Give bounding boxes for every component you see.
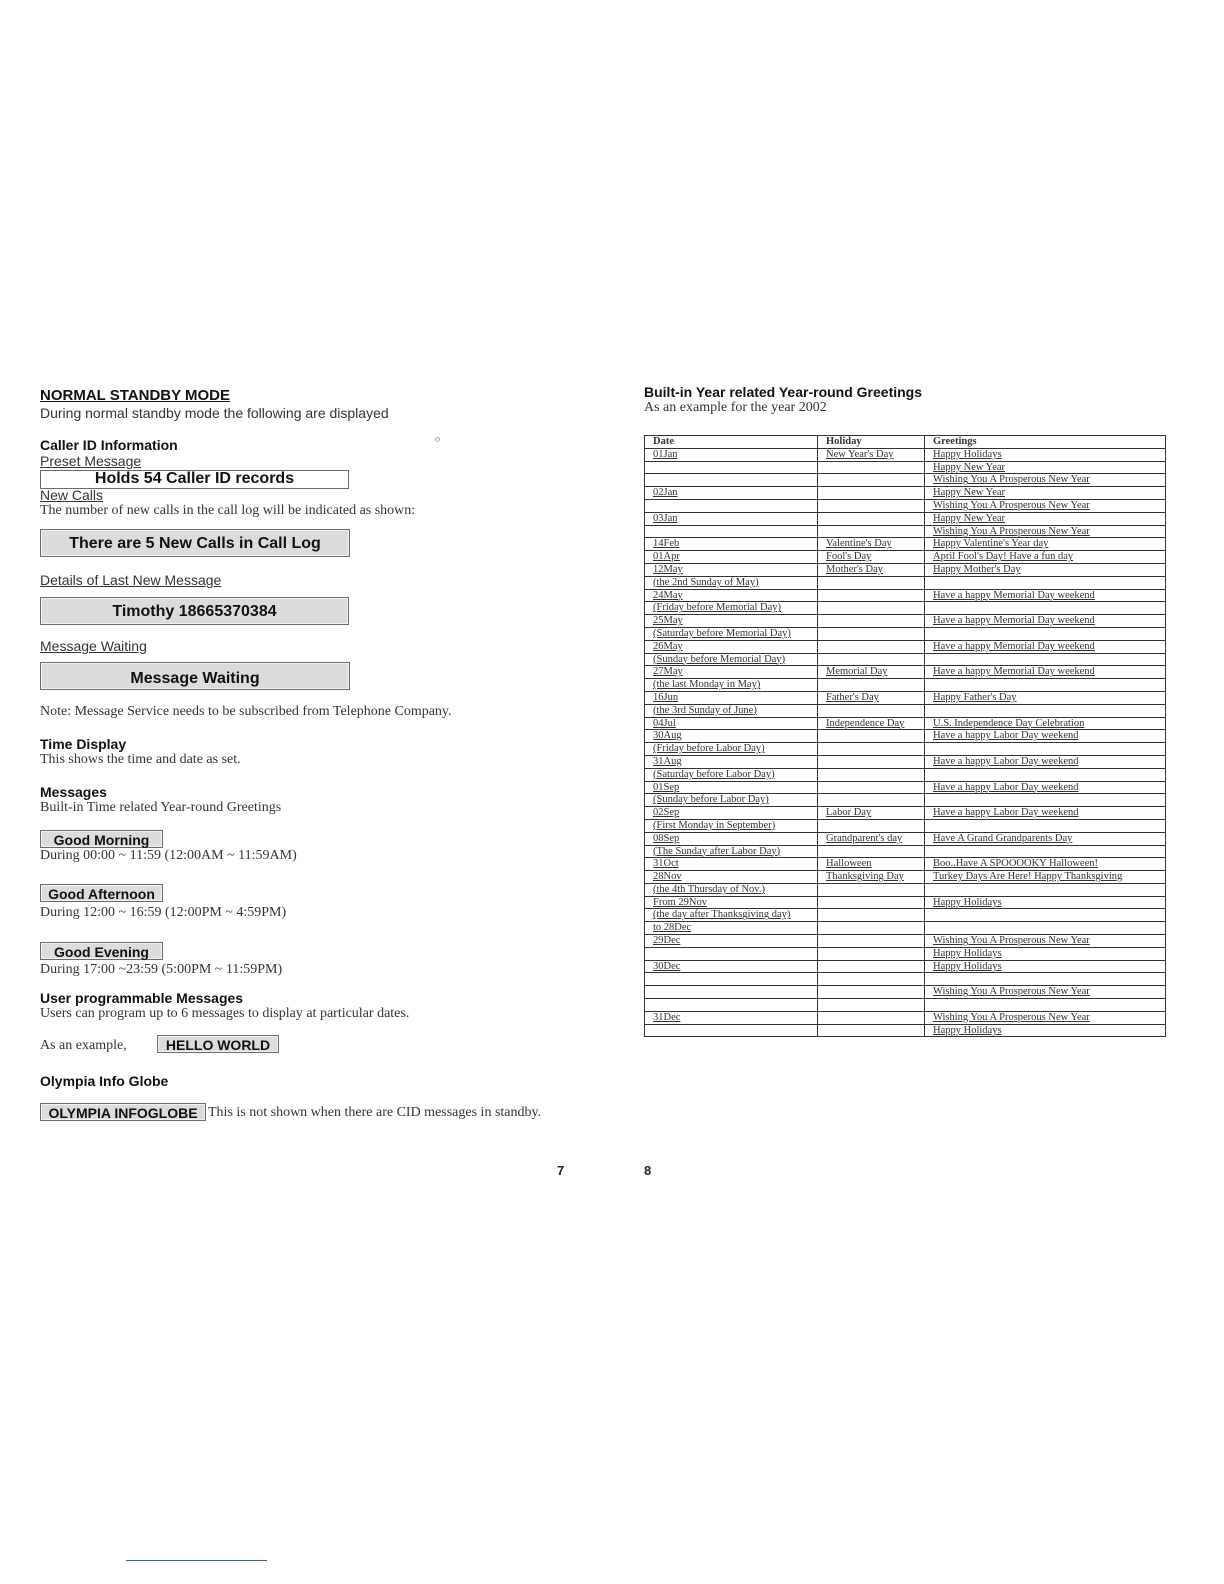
table-row <box>645 768 1166 781</box>
cell-greeting: Wishing You A Prosperous New Year <box>925 474 1166 487</box>
messages-heading: Messages <box>40 784 107 800</box>
info-globe-display: OLYMPIA INFOGLOBE <box>40 1103 206 1121</box>
header-date: Date <box>645 436 818 449</box>
table-row <box>645 666 1166 679</box>
cell-holiday <box>818 576 925 589</box>
cell-holiday <box>818 602 925 615</box>
table-row <box>645 717 1166 730</box>
preset-message-label: Preset Message <box>40 453 142 469</box>
cell-holiday <box>818 615 925 628</box>
small-circle-mark <box>435 437 440 442</box>
cell-greeting <box>925 653 1166 666</box>
table-row <box>645 576 1166 589</box>
cell-greeting <box>925 576 1166 589</box>
messages-text: Built-in Time related Year-round Greetings <box>40 800 282 815</box>
cell-holiday <box>818 627 925 640</box>
new-calls-text: The number of new calls in the call log will be indicated as shown: <box>40 503 416 518</box>
cell-holiday <box>818 986 925 999</box>
cell-greeting <box>925 999 1166 1012</box>
cell-date: (the 3rd Sunday of June) <box>645 704 818 717</box>
cell-greeting: Turkey Days Are Here! Happy Thanksgiving <box>925 871 1166 884</box>
cell-greeting <box>925 883 1166 896</box>
cell-date: 28Nov <box>645 871 818 884</box>
page-title: NORMAL STANDBY MODE <box>40 387 231 404</box>
cell-greeting: Happy Holidays <box>925 960 1166 973</box>
message-service-note: Note: Message Service needs to be subscribed from Telephone Company. <box>40 704 452 719</box>
cell-date <box>645 461 818 474</box>
cell-greeting <box>925 845 1166 858</box>
table-row <box>645 858 1166 871</box>
table-row <box>645 1024 1166 1037</box>
table-row <box>645 461 1166 474</box>
cell-date <box>645 986 818 999</box>
cell-greeting: Have a happy Labor Day weekend <box>925 807 1166 820</box>
cell-holiday <box>818 1011 925 1024</box>
greetings-title: Built-in Year related Year-round Greetings <box>644 384 923 400</box>
info-globe-text: This is not shown when there are CID messages in standby. <box>208 1105 542 1120</box>
cell-greeting: Happy Holidays <box>925 947 1166 960</box>
table-row <box>645 871 1166 884</box>
cell-holiday: Grandparent's day <box>818 832 925 845</box>
table-row <box>645 691 1166 704</box>
cell-holiday <box>818 960 925 973</box>
cell-date <box>645 499 818 512</box>
cell-greeting: Happy Holidays <box>925 448 1166 461</box>
cell-date: 03Jan <box>645 512 818 525</box>
cell-date: 14Feb <box>645 538 818 551</box>
cell-holiday <box>818 781 925 794</box>
cell-holiday <box>818 883 925 896</box>
cell-holiday <box>818 973 925 986</box>
cell-date: 31Aug <box>645 755 818 768</box>
cell-holiday <box>818 499 925 512</box>
table-row <box>645 819 1166 832</box>
cell-greeting: Have a happy Memorial Day weekend <box>925 615 1166 628</box>
cell-date: 30Aug <box>645 730 818 743</box>
cell-holiday <box>818 947 925 960</box>
example-label: As an example, <box>40 1038 127 1053</box>
table-row <box>645 487 1166 500</box>
cell-date: 26May <box>645 640 818 653</box>
table-row <box>645 589 1166 602</box>
table-row <box>645 973 1166 986</box>
table-row <box>645 730 1166 743</box>
table-row <box>645 627 1166 640</box>
cell-date: 02Sep <box>645 807 818 820</box>
cell-greeting: Wishing You A Prosperous New Year <box>925 1011 1166 1024</box>
cell-date: (the day after Thanksgiving day) <box>645 909 818 922</box>
cell-date: (the 2nd Sunday of May) <box>645 576 818 589</box>
table-row <box>645 986 1166 999</box>
cell-date: 12May <box>645 563 818 576</box>
good-evening-display: Good Evening <box>40 942 163 960</box>
cell-date: 31Dec <box>645 1011 818 1024</box>
cell-holiday <box>818 896 925 909</box>
cell-greeting: Boo..Have A SPOOOOKY Halloween! <box>925 858 1166 871</box>
cell-greeting: Have a happy Memorial Day weekend <box>925 640 1166 653</box>
cell-holiday: Independence Day <box>818 717 925 730</box>
cell-holiday <box>818 653 925 666</box>
page-number-left: 7 <box>557 1163 565 1178</box>
cell-holiday <box>818 589 925 602</box>
good-evening-time: During 17:00 ~23:59 (5:00PM ~ 11:59PM) <box>40 962 283 977</box>
details-last-message-label: Details of Last New Message <box>40 572 222 588</box>
hello-world-display: HELLO WORLD <box>157 1035 279 1053</box>
cell-greeting: Have A Grand Grandparents Day <box>925 832 1166 845</box>
table-row <box>645 563 1166 576</box>
cell-greeting: Happy Holidays <box>925 896 1166 909</box>
cell-date: 27May <box>645 666 818 679</box>
cell-holiday: Fool's Day <box>818 551 925 564</box>
table-row <box>645 615 1166 628</box>
table-row <box>645 832 1166 845</box>
cell-greeting: Happy Father's Day <box>925 691 1166 704</box>
table-header-row <box>645 436 1166 449</box>
cell-greeting: Happy Valentine's Year day <box>925 538 1166 551</box>
table-row <box>645 538 1166 551</box>
cell-greeting <box>925 602 1166 615</box>
table-row <box>645 922 1166 935</box>
info-globe-heading: Olympia Info Globe <box>40 1073 169 1089</box>
table-row <box>645 474 1166 487</box>
cell-date: to 28Dec <box>645 922 818 935</box>
cell-holiday <box>818 730 925 743</box>
cell-holiday <box>818 704 925 717</box>
cell-date: 29Dec <box>645 935 818 948</box>
table-row <box>645 999 1166 1012</box>
table-row <box>645 525 1166 538</box>
cell-date: 24May <box>645 589 818 602</box>
good-morning-time: During 00:00 ~ 11:59 (12:00AM ~ 11:59AM) <box>40 848 297 863</box>
good-afternoon-display: Good Afternoon <box>40 884 163 902</box>
cell-date <box>645 999 818 1012</box>
cell-greeting: Have a happy Labor Day weekend <box>925 730 1166 743</box>
page-number-right: 8 <box>644 1163 652 1178</box>
cell-date: 16Jun <box>645 691 818 704</box>
cell-date: 04Jul <box>645 717 818 730</box>
cell-greeting <box>925 909 1166 922</box>
table-row <box>645 845 1166 858</box>
cell-date: (the last Monday in May) <box>645 679 818 692</box>
greetings-table <box>644 435 1166 1037</box>
cell-date: 02Jan <box>645 487 818 500</box>
cell-date <box>645 525 818 538</box>
cell-holiday <box>818 794 925 807</box>
cell-holiday: Mother's Day <box>818 563 925 576</box>
cell-date: 08Sep <box>645 832 818 845</box>
cell-date: 01Sep <box>645 781 818 794</box>
message-waiting-label: Message Waiting <box>40 638 147 654</box>
cell-holiday: Halloween <box>818 858 925 871</box>
cell-holiday <box>818 679 925 692</box>
table-row <box>645 499 1166 512</box>
cell-holiday <box>818 474 925 487</box>
cell-holiday <box>818 909 925 922</box>
table-row <box>645 602 1166 615</box>
cell-date: (Friday before Labor Day) <box>645 743 818 756</box>
table-row <box>645 755 1166 768</box>
cell-date: (Sunday before Labor Day) <box>645 794 818 807</box>
cell-greeting: Have a happy Labor Day weekend <box>925 781 1166 794</box>
table-row <box>645 960 1166 973</box>
cell-date: 01Apr <box>645 551 818 564</box>
cell-holiday: Labor Day <box>818 807 925 820</box>
cell-greeting <box>925 743 1166 756</box>
table-row <box>645 448 1166 461</box>
table-row <box>645 781 1166 794</box>
table-row <box>645 807 1166 820</box>
cell-greeting: April Fool's Day! Have a fun day <box>925 551 1166 564</box>
table-row <box>645 947 1166 960</box>
user-messages-heading: User programmable Messages <box>40 990 244 1006</box>
cell-date: 25May <box>645 615 818 628</box>
table-row <box>645 909 1166 922</box>
cell-holiday <box>818 487 925 500</box>
cell-greeting: Wishing You A Prosperous New Year <box>925 525 1166 538</box>
cell-date: (First Monday in September) <box>645 819 818 832</box>
cell-holiday <box>818 461 925 474</box>
good-afternoon-time: During 12:00 ~ 16:59 (12:00PM ~ 4:59PM) <box>40 905 287 920</box>
table-row <box>645 653 1166 666</box>
cell-greeting: Have a happy Memorial Day weekend <box>925 666 1166 679</box>
cell-date: (Sunday before Memorial Day) <box>645 653 818 666</box>
cell-greeting <box>925 794 1166 807</box>
cell-holiday <box>818 640 925 653</box>
cell-date <box>645 947 818 960</box>
cell-holiday <box>818 922 925 935</box>
cell-date: (the 4th Thursday of Nov.) <box>645 883 818 896</box>
cell-holiday <box>818 743 925 756</box>
cell-greeting: Wishing You A Prosperous New Year <box>925 499 1166 512</box>
cell-holiday <box>818 819 925 832</box>
cell-greeting: Have a happy Labor Day weekend <box>925 755 1166 768</box>
cell-greeting: Happy New Year <box>925 487 1166 500</box>
details-last-message-display: Timothy 18665370384 <box>40 597 349 625</box>
table-row <box>645 640 1166 653</box>
cell-greeting <box>925 922 1166 935</box>
cell-greeting: U.S. Independence Day Celebration <box>925 717 1166 730</box>
cell-holiday: Thanksgiving Day <box>818 871 925 884</box>
caller-id-heading: Caller ID Information <box>40 437 178 453</box>
table-row <box>645 743 1166 756</box>
new-calls-display: There are 5 New Calls in Call Log <box>40 529 350 557</box>
cell-date <box>645 474 818 487</box>
cell-greeting <box>925 679 1166 692</box>
cell-holiday <box>818 512 925 525</box>
table-row <box>645 679 1166 692</box>
user-messages-text: Users can program up to 6 messages to display at particular dates. <box>40 1006 410 1021</box>
cell-holiday: Father's Day <box>818 691 925 704</box>
cell-greeting <box>925 819 1166 832</box>
cell-date: (The Sunday after Labor Day) <box>645 845 818 858</box>
cell-holiday <box>818 935 925 948</box>
cell-date: 31Oct <box>645 858 818 871</box>
table-row <box>645 935 1166 948</box>
cell-holiday <box>818 525 925 538</box>
greetings-subtitle: As an example for the year 2002 <box>644 400 827 415</box>
cell-greeting: Wishing You A Prosperous New Year <box>925 986 1166 999</box>
cell-holiday <box>818 755 925 768</box>
table-row <box>645 512 1166 525</box>
cell-greeting: Wishing You A Prosperous New Year <box>925 935 1166 948</box>
cell-holiday <box>818 1024 925 1037</box>
table-row <box>645 1011 1166 1024</box>
cell-holiday <box>818 845 925 858</box>
cell-greeting <box>925 768 1166 781</box>
cell-holiday: Valentine's Day <box>818 538 925 551</box>
cell-date <box>645 973 818 986</box>
time-display-heading: Time Display <box>40 736 127 752</box>
table-row <box>645 794 1166 807</box>
table-row <box>645 704 1166 717</box>
header-holiday: Holiday <box>818 436 925 449</box>
header-greetings: Greetings <box>925 436 1166 449</box>
good-morning-display: Good Morning <box>40 830 163 848</box>
cell-greeting: Happy New Year <box>925 461 1166 474</box>
cell-holiday: New Year's Day <box>818 448 925 461</box>
cell-greeting <box>925 973 1166 986</box>
cell-date <box>645 1024 818 1037</box>
cell-greeting: Happy Holidays <box>925 1024 1166 1037</box>
preset-message-display: Holds 54 Caller ID records <box>40 470 349 489</box>
cell-greeting: Happy New Year <box>925 512 1166 525</box>
footer-rule <box>126 1560 267 1561</box>
cell-date: (Saturday before Memorial Day) <box>645 627 818 640</box>
table-row <box>645 896 1166 909</box>
cell-greeting: Have a happy Memorial Day weekend <box>925 589 1166 602</box>
cell-date: 30Dec <box>645 960 818 973</box>
cell-date: (Saturday before Labor Day) <box>645 768 818 781</box>
message-waiting-display: Message Waiting <box>40 662 350 690</box>
cell-greeting: Happy Mother's Day <box>925 563 1166 576</box>
cell-holiday <box>818 999 925 1012</box>
cell-greeting <box>925 627 1166 640</box>
cell-date: From 29Nov <box>645 896 818 909</box>
cell-date: 01Jan <box>645 448 818 461</box>
cell-holiday: Memorial Day <box>818 666 925 679</box>
intro-text: During normal standby mode the following are displayed <box>40 405 389 421</box>
new-calls-label: New Calls <box>40 487 104 503</box>
cell-holiday <box>818 768 925 781</box>
cell-greeting <box>925 704 1166 717</box>
table-row <box>645 551 1166 564</box>
time-display-text: This shows the time and date as set. <box>40 752 241 767</box>
cell-date: (Friday before Memorial Day) <box>645 602 818 615</box>
table-row <box>645 883 1166 896</box>
